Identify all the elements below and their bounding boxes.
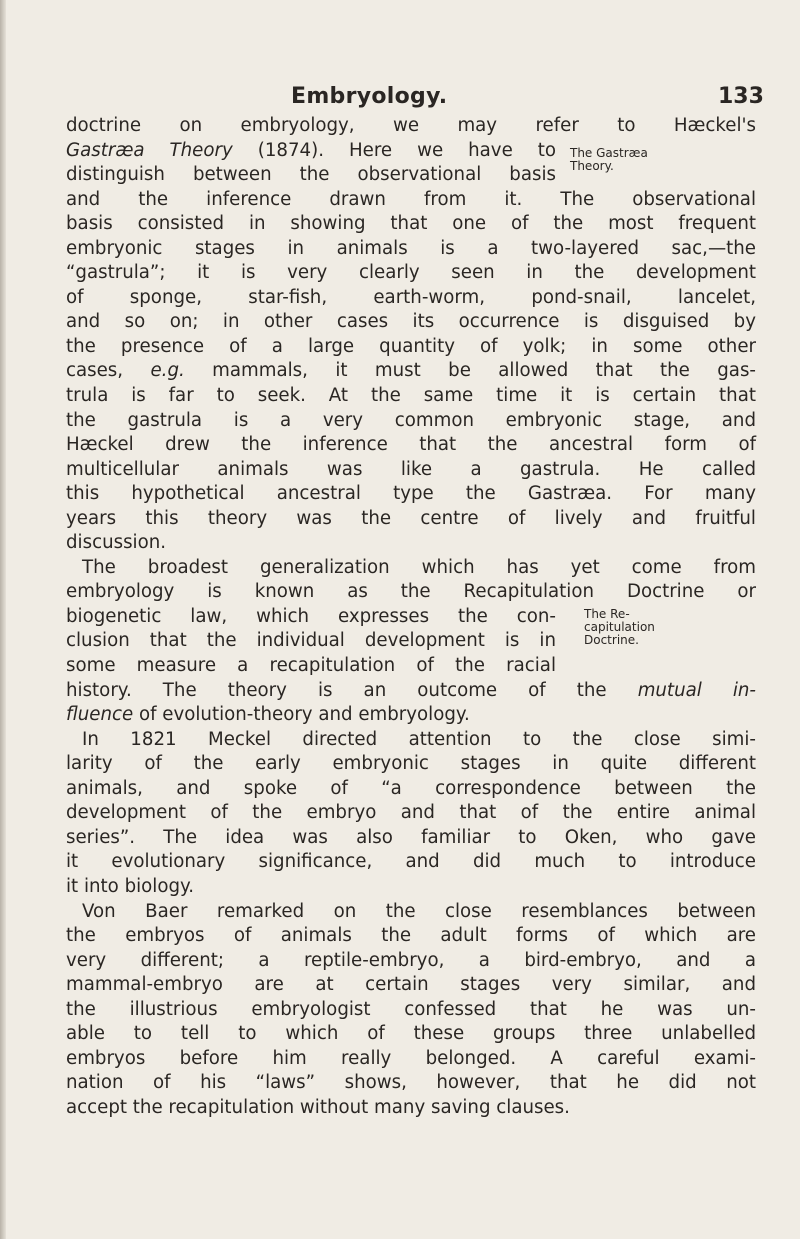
italic-phrase: mutual in-	[637, 679, 756, 701]
body-line: the embryos of animals the adult forms of which are	[66, 925, 756, 947]
body-line: trula is far to seek. At the same time it is certain that	[66, 385, 756, 407]
margin-note-line: capitulation	[584, 620, 655, 634]
body-line	[66, 359, 756, 384]
body-line: some measure a recapitulation of the racial	[66, 655, 556, 677]
body-line: discussion.	[66, 532, 167, 554]
margin-note-line: The Gastræa	[570, 146, 648, 160]
body-line-segment: (1874). Here we have to	[232, 139, 556, 161]
body-line: doctrine on embryology, we may refer to Hæckel's	[66, 115, 756, 136]
margin-note-line: Doctrine.	[584, 633, 639, 647]
body-line: larity of the early embryonic stages in quite different	[66, 753, 756, 775]
body-line: the gastrula is a very common embryonic stage, and	[66, 409, 756, 431]
body-line: mammal-embryo are at certain stages very similar, and	[66, 974, 756, 996]
body-line-segment: mammals, it must be allowed that the gas-	[184, 360, 756, 382]
body-line-segment: of evolution-theory and embryology.	[133, 704, 470, 726]
body-line: the illustrious embryologist confessed that he was un-	[66, 998, 756, 1020]
body-line	[66, 679, 756, 704]
body-line: accept the recapitulation without many saving clauses.	[66, 1096, 570, 1118]
margin-note-gastraea	[570, 147, 648, 173]
page-spine-shadow	[0, 0, 6, 1239]
body-line: multicellular animals was like a gastrula. He called	[66, 458, 756, 480]
body-line: The broadest generalization which has yet come from	[82, 556, 756, 578]
body-line: animals, and spoke of “a correspondence between the	[66, 777, 756, 799]
body-line: “gastrula”; it is very clearly seen in the development	[66, 262, 756, 284]
body-line: of sponge, star-fish, earth-worm, pond-snail, lancelet,	[66, 286, 756, 308]
body-line	[66, 139, 556, 164]
body-line: embryology is known as the Recapitulation Doctrine or	[66, 581, 756, 603]
body-line: Von Baer remarked on the close resemblances between	[82, 900, 756, 922]
page-number: 133	[718, 84, 764, 109]
body-line: it evolutionary significance, and did much to introduce	[66, 851, 756, 873]
body-line: very different; a reptile-embryo, a bird-embryo, and a	[66, 949, 756, 971]
body-line: it into biology.	[66, 875, 194, 897]
body-line: development of the embryo and that of the entire animal	[66, 802, 756, 824]
body-line-segment: history. The theory is an outcome of the	[66, 679, 638, 701]
margin-note-line: Theory.	[570, 159, 614, 173]
body-line-segment: cases,	[66, 360, 151, 382]
body-line: basis consisted in showing that one of the most frequent	[66, 213, 756, 235]
body-line: clusion that the individual development is in	[66, 630, 556, 652]
body-line: years this theory was the centre of lively and fruitful	[66, 507, 756, 529]
body-line: In 1821 Meckel directed attention to the close simi-	[82, 728, 756, 750]
italic-title: Gastræa Theory	[66, 139, 233, 161]
body-line: Hæckel drew the inference that the ancestral form of	[66, 434, 756, 456]
body-line: and so on; in other cases its occurrence is disguised by	[66, 311, 756, 333]
italic-abbrev: e.g.	[150, 360, 185, 382]
body-line: biogenetic law, which expresses the con-	[66, 605, 556, 627]
body-line: series”. The idea was also familiar to Oken, who gave	[66, 826, 756, 848]
body-line: this hypothetical ancestral type the Gastræa. For many	[66, 483, 756, 505]
margin-note-recapitulation	[584, 608, 655, 647]
body-line: able to tell to which of these groups three unlabelled	[66, 1023, 756, 1045]
body-line: embryonic stages in animals is a two-layered sac,—the	[66, 237, 756, 259]
body-line: the presence of a large quantity of yolk; in some other	[66, 335, 756, 357]
body-line: distinguish between the observational basis	[66, 164, 556, 186]
margin-note-line: The Re-	[584, 607, 630, 621]
body-line: embryos before him really belonged. A careful exami-	[66, 1047, 756, 1069]
body-line: nation of his “laws” shows, however, that he did not	[66, 1072, 756, 1094]
running-head: Embryology.	[291, 84, 448, 109]
italic-phrase: fluence	[66, 704, 134, 726]
page-header	[0, 84, 800, 114]
body-line: and the inference drawn from it. The observational	[66, 188, 756, 210]
body-line	[66, 703, 756, 728]
